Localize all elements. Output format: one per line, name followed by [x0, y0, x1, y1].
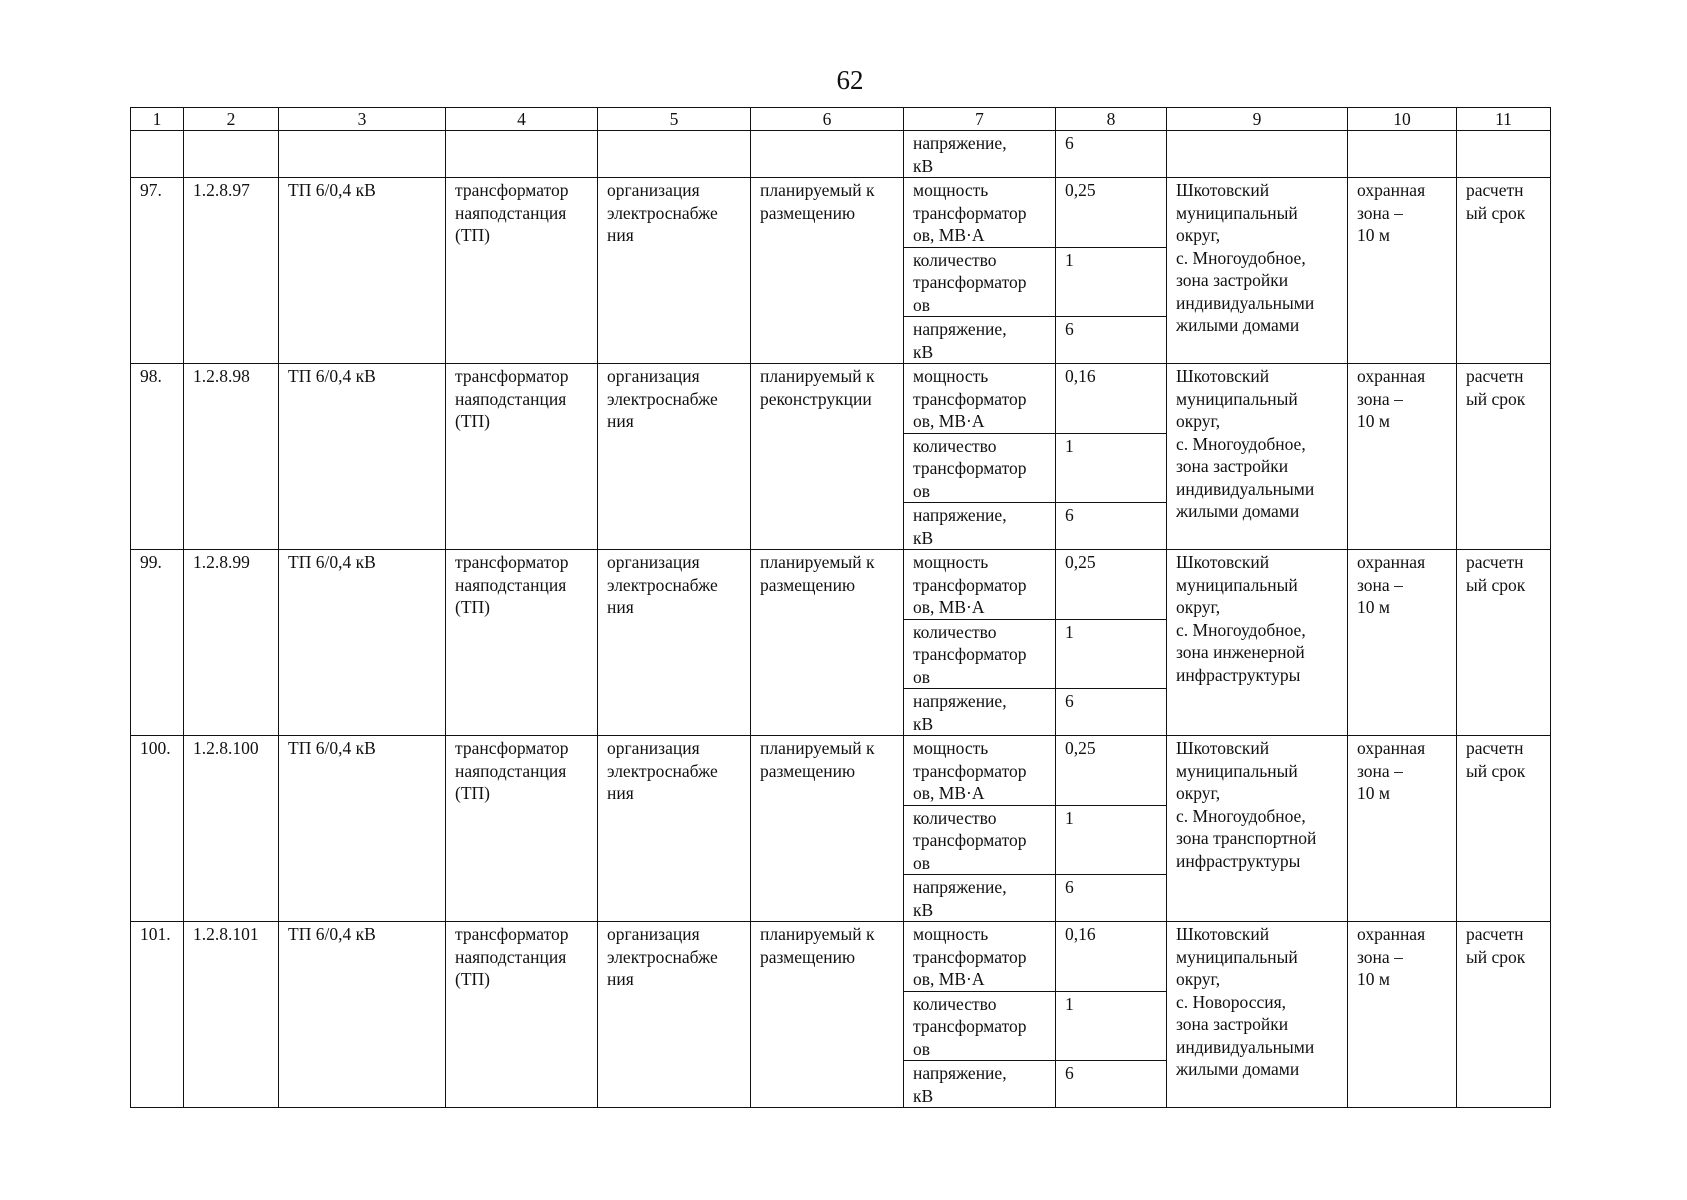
param-value: 1 — [1056, 805, 1167, 875]
column-header: 6 — [751, 108, 904, 131]
empty-cell — [1348, 131, 1457, 178]
param-name: мощность трансформатор ов, МВ·А — [904, 922, 1056, 992]
object-zone: охранная зона – 10 м — [1348, 922, 1457, 1108]
column-header: 11 — [1457, 108, 1551, 131]
object-status: планируемый к размещению — [751, 178, 904, 364]
row-number: 101. — [131, 922, 184, 1108]
object-term: расчетн ый срок — [1457, 178, 1551, 364]
object-purpose: организация электроснабже ния — [598, 736, 751, 922]
param-value: 0,25 — [1056, 736, 1167, 806]
column-number-row — [131, 108, 1551, 131]
param-value: 0,25 — [1056, 550, 1167, 620]
object-purpose: организация электроснабже ния — [598, 922, 751, 1108]
param-value: 6 — [1056, 317, 1167, 364]
empty-cell — [446, 131, 598, 178]
param-name: напряжение, кВ — [904, 317, 1056, 364]
object-zone: охранная зона – 10 м — [1348, 364, 1457, 550]
param-value: 1 — [1056, 619, 1167, 689]
param-name: количество трансформатор ов — [904, 805, 1056, 875]
param-name: мощность трансформатор ов, МВ·А — [904, 736, 1056, 806]
object-name: ТП 6/0,4 кВ — [279, 178, 446, 364]
object-status: планируемый к размещению — [751, 736, 904, 922]
param-value: 1 — [1056, 433, 1167, 503]
column-header: 2 — [184, 108, 279, 131]
param-name: количество трансформатор ов — [904, 433, 1056, 503]
param-value: 6 — [1056, 131, 1167, 178]
empty-cell — [1457, 131, 1551, 178]
param-name: напряжение, кВ — [904, 503, 1056, 550]
param-name: напряжение, кВ — [904, 875, 1056, 922]
object-type: трансформатор наяподстанция (ТП) — [446, 922, 598, 1108]
column-header: 4 — [446, 108, 598, 131]
object-location: Шкотовский муниципальный округ, с. Многоудобное, зона транспортной инфраструктуры — [1167, 736, 1348, 922]
empty-cell — [598, 131, 751, 178]
continuation-row — [131, 131, 1551, 178]
param-name: напряжение, кВ — [904, 1061, 1056, 1108]
object-zone: охранная зона – 10 м — [1348, 736, 1457, 922]
column-header: 9 — [1167, 108, 1348, 131]
empty-cell — [184, 131, 279, 178]
param-value: 1 — [1056, 991, 1167, 1061]
column-header: 5 — [598, 108, 751, 131]
object-location: Шкотовский муниципальный округ, с. Новороссия, зона застройки индивидуальными жилыми домами — [1167, 922, 1348, 1108]
object-type: трансформатор наяподстанция (ТП) — [446, 364, 598, 550]
param-name: мощность трансформатор ов, МВ·А — [904, 364, 1056, 434]
object-name: ТП 6/0,4 кВ — [279, 736, 446, 922]
empty-cell — [1167, 131, 1348, 178]
row-number: 97. — [131, 178, 184, 364]
object-term: расчетн ый срок — [1457, 364, 1551, 550]
object-term: расчетн ый срок — [1457, 922, 1551, 1108]
param-value: 0,16 — [1056, 364, 1167, 434]
column-header: 3 — [279, 108, 446, 131]
object-code: 1.2.8.99 — [184, 550, 279, 736]
table-row — [131, 922, 1551, 992]
objects-table — [130, 107, 1551, 1108]
row-number: 98. — [131, 364, 184, 550]
object-location: Шкотовский муниципальный округ, с. Многоудобное, зона застройки индивидуальными жилыми домами — [1167, 364, 1348, 550]
param-name: напряжение, кВ — [904, 131, 1056, 178]
column-header: 1 — [131, 108, 184, 131]
object-purpose: организация электроснабже ния — [598, 364, 751, 550]
param-value: 1 — [1056, 247, 1167, 317]
object-status: планируемый к размещению — [751, 922, 904, 1108]
object-name: ТП 6/0,4 кВ — [279, 550, 446, 736]
table-row — [131, 178, 1551, 248]
object-purpose: организация электроснабже ния — [598, 178, 751, 364]
empty-cell — [279, 131, 446, 178]
object-name: ТП 6/0,4 кВ — [279, 922, 446, 1108]
empty-cell — [751, 131, 904, 178]
object-purpose: организация электроснабже ния — [598, 550, 751, 736]
object-term: расчетн ый срок — [1457, 736, 1551, 922]
param-name: количество трансформатор ов — [904, 247, 1056, 317]
object-type: трансформатор наяподстанция (ТП) — [446, 178, 598, 364]
table-row — [131, 364, 1551, 434]
column-header: 10 — [1348, 108, 1457, 131]
object-zone: охранная зона – 10 м — [1348, 550, 1457, 736]
object-status: планируемый к размещению — [751, 550, 904, 736]
param-value: 6 — [1056, 1061, 1167, 1108]
object-code: 1.2.8.97 — [184, 178, 279, 364]
object-code: 1.2.8.100 — [184, 736, 279, 922]
column-header: 7 — [904, 108, 1056, 131]
row-number: 99. — [131, 550, 184, 736]
table-row — [131, 550, 1551, 620]
param-name: количество трансформатор ов — [904, 619, 1056, 689]
object-code: 1.2.8.101 — [184, 922, 279, 1108]
param-value: 0,16 — [1056, 922, 1167, 992]
object-term: расчетн ый срок — [1457, 550, 1551, 736]
object-type: трансформатор наяподстанция (ТП) — [446, 736, 598, 922]
param-value: 6 — [1056, 503, 1167, 550]
column-header: 8 — [1056, 108, 1167, 131]
row-number: 100. — [131, 736, 184, 922]
object-zone: охранная зона – 10 м — [1348, 178, 1457, 364]
param-value: 6 — [1056, 875, 1167, 922]
object-location: Шкотовский муниципальный округ, с. Многоудобное, зона инженерной инфраструктуры — [1167, 550, 1348, 736]
object-code: 1.2.8.98 — [184, 364, 279, 550]
table-row — [131, 736, 1551, 806]
empty-cell — [131, 131, 184, 178]
param-name: напряжение, кВ — [904, 689, 1056, 736]
object-status: планируемый к реконструкции — [751, 364, 904, 550]
param-value: 6 — [1056, 689, 1167, 736]
param-name: мощность трансформатор ов, МВ·А — [904, 178, 1056, 248]
param-name: мощность трансформатор ов, МВ·А — [904, 550, 1056, 620]
object-location: Шкотовский муниципальный округ, с. Многоудобное, зона застройки индивидуальными жилыми домами — [1167, 178, 1348, 364]
object-type: трансформатор наяподстанция (ТП) — [446, 550, 598, 736]
object-name: ТП 6/0,4 кВ — [279, 364, 446, 550]
param-value: 0,25 — [1056, 178, 1167, 248]
param-name: количество трансформатор ов — [904, 991, 1056, 1061]
page-number: 62 — [836, 65, 864, 95]
